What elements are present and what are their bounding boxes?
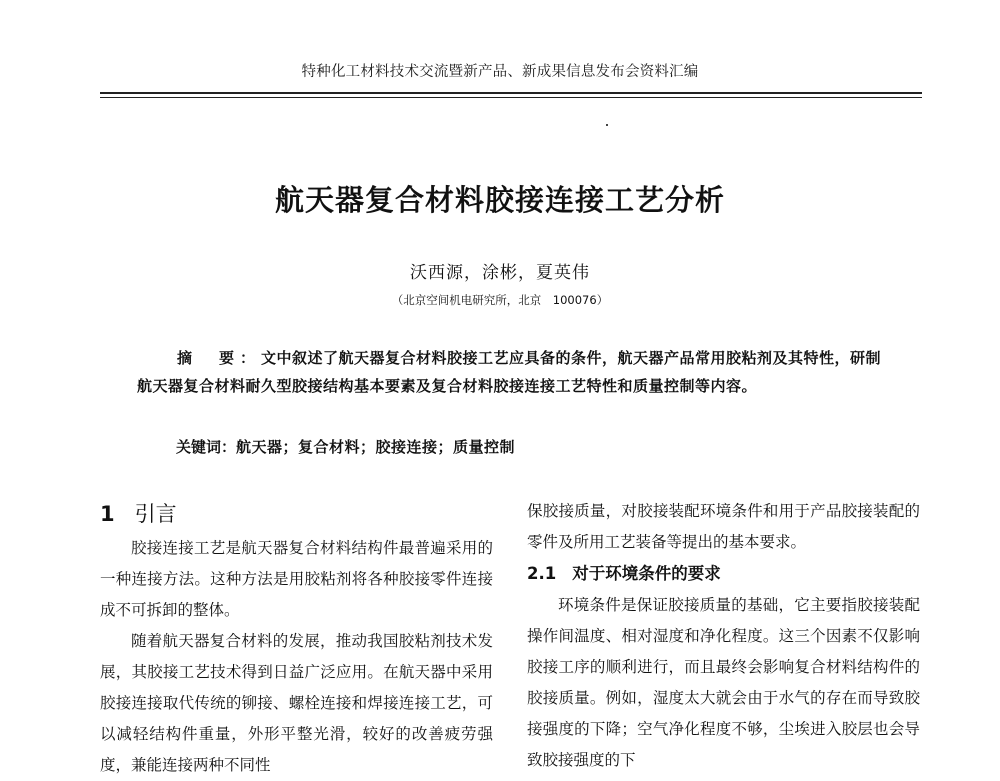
- subsection-2-1-title: 对于环境条件的要求: [572, 564, 721, 583]
- keywords-label: 关键词：: [176, 438, 237, 456]
- paper-title: 航天器复合材料胶接连接工艺分析: [274, 183, 725, 217]
- section-1-heading: [100, 496, 493, 532]
- keywords-text: 航天器；复合材料；胶接连接；质量控制: [236, 438, 516, 456]
- section-1-title: 引言: [134, 502, 177, 526]
- header-rule-thick: [100, 92, 922, 94]
- keywords: [176, 436, 876, 457]
- continuation-paragraph: 保胶接质量，对胶接装配环境条件和用于产品胶接装配的零件及所用工艺装备等提出的基本要求。: [527, 502, 920, 551]
- left-column: [100, 496, 493, 781]
- abstract: [137, 344, 887, 400]
- subsection-2-1-heading: [527, 558, 920, 590]
- abstract-text: 文中叙述了航天器复合材料胶接工艺应具备的条件，航天器产品常用胶粘剂及其特性，研制航天器复合材料耐久型胶接结构基本要素及复合材料胶接连接工艺特性和质量控制等内容。: [137, 349, 882, 395]
- authors: 沃西源，涂彬，夏英伟: [410, 263, 590, 283]
- abstract-label: 摘 要：: [177, 349, 262, 367]
- right-column: [527, 496, 920, 776]
- affiliation: （北京空间机电研究所，北京 100076）: [391, 293, 609, 307]
- section-1-paragraph-1: 胶接连接工艺是航天器复合材料结构件最普遍采用的一种连接方法。这种方法是用胶粘剂将各种胶接零件连接成不可拆卸的整体。: [100, 539, 493, 619]
- section-1-paragraph-2: 随着航天器复合材料的发展，推动我国胶粘剂技术发展，其胶接工艺技术得到日益广泛应用。在航天器中采用胶接连接取代传统的铆接、螺栓连接和焊接连接工艺，可以减轻结构件重量，外形平整光滑，较好的改善疲劳强度，兼能连接两种不同性: [100, 632, 493, 774]
- running-header: 特种化工材料技术交流暨新产品、新成果信息发布会资料汇编: [301, 64, 699, 80]
- header-rule-thin: [100, 97, 922, 98]
- subsection-2-1-number: 2.1: [527, 564, 557, 583]
- scan-speck: [606, 124, 608, 126]
- subsection-2-1-paragraph: 环境条件是保证胶接质量的基础，它主要指胶接装配操作间温度、相对湿度和净化程度。这三个因素不仅影响胶接工序的顺利进行，而且最终会影响复合材料结构件的胶接质量。例如，湿度太大就会由于水气的存在而导致胶接强度的下降；空气净化程度不够，尘埃进入胶层也会导致胶接强度的下: [527, 596, 920, 769]
- section-1-number: 1: [100, 502, 115, 526]
